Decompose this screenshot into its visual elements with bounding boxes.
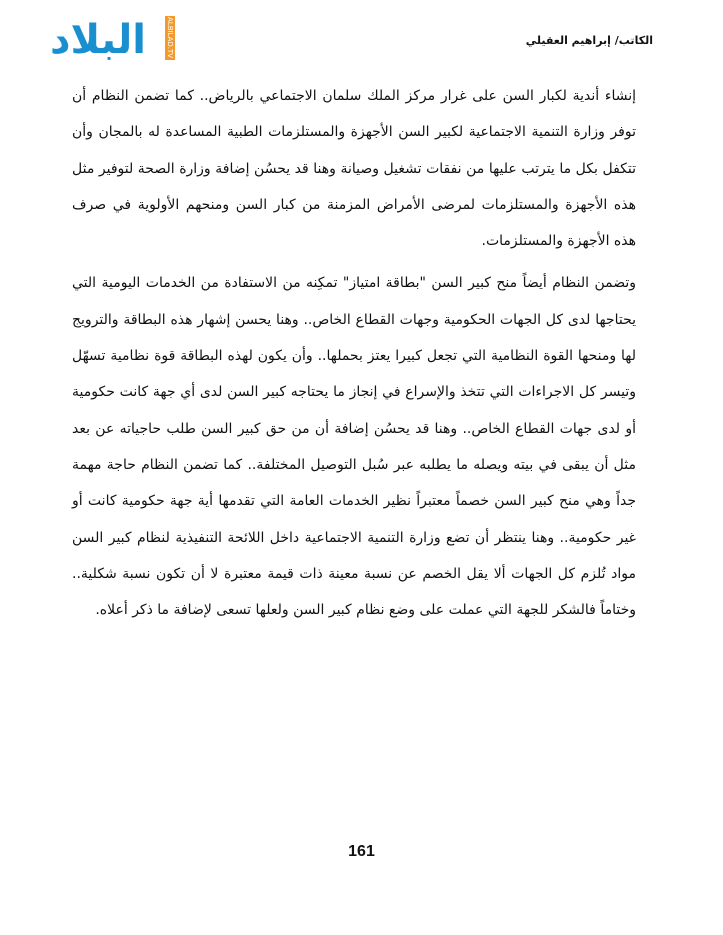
page-header	[46, 14, 653, 74]
logo-tag: ALBILAD.TV	[166, 17, 174, 59]
author-name: الكاتب/ إبراهيم العقيلي	[525, 34, 653, 47]
page-number: 161	[348, 843, 375, 860]
albilad-logo	[46, 14, 186, 74]
paragraph-2: وتضمن النظام أيضاً منح كبير السن "بطاقة امتياز" تمكِنه من الاستفادة من الخدمات اليومية التي يحتاجها لدى كل الجهات الحكومية وجهات القطاع الخاص.. وهنا يحسن إشهار هذه البطاقة والترويج لها ومنحها القوة النظامية التي تجعل كبيرا يعتز بحملها.. وأن يكون لهذه البطاقة قوة نظامية تسهّل وتيسر كل الاجراءات التي تتخذ والإسراع في إنجاز ما يحتاجه كبير السن لدى أي جهة كانت حكومية أو لدى جهات القطاع الخاص.. وهنا قد يحسُن إضافة أن من حق كبير السن طلب حاجياته عن بعد مثل أن يبقى في بيته ويصله ما يطلبه عبر سُبل التوصيل المختلفة.. كما تضمن النظام حاجة مهمة جداً وهي منح كبير السن خصماً معتبراً نظير الخدمات العامة التي تقدمها أية جهة حكومية كانت أو غير حكومية.. وهنا ينتظر أن تضع وزارة التنمية الاجتماعية داخل اللائحة التنفيذية لنظام كبير السن مواد تُلزم كل الجهات ألا يقل الخصم عن نسبة معينة ذات قيمة معتبرة لا أن تكون نسبة شكلية.. وختاماً فالشكر للجهة التي عملت على وضع نظام كبير السن ولعلها تسعى لإضافة ما ذكر أعلاه.	[72, 275, 636, 619]
logo-text: البلاد	[50, 17, 146, 63]
article-body	[72, 78, 636, 628]
paragraph-1: إنشاء أندية لكبار السن على غرار مركز الملك سلمان الاجتماعي بالرياض.. كما تضمن النظام أن توفر وزارة التنمية الاجتماعية لكبير السن الأجهزة والمستلزمات الطبية المساعدة له بالمجان وأن تتكفل بكل ما يترتب عليها من نفقات تشغيل وصيانة وهنا قد يحسُن إضافة وزارة الصحة لتوفير مثل هذه الأجهزة والمستلزمات لمرضى الأمراض المزمنة من كبار السن ومنحهم الأولوية في صرف هذه الأجهزة والمستلزمات.	[72, 88, 636, 250]
